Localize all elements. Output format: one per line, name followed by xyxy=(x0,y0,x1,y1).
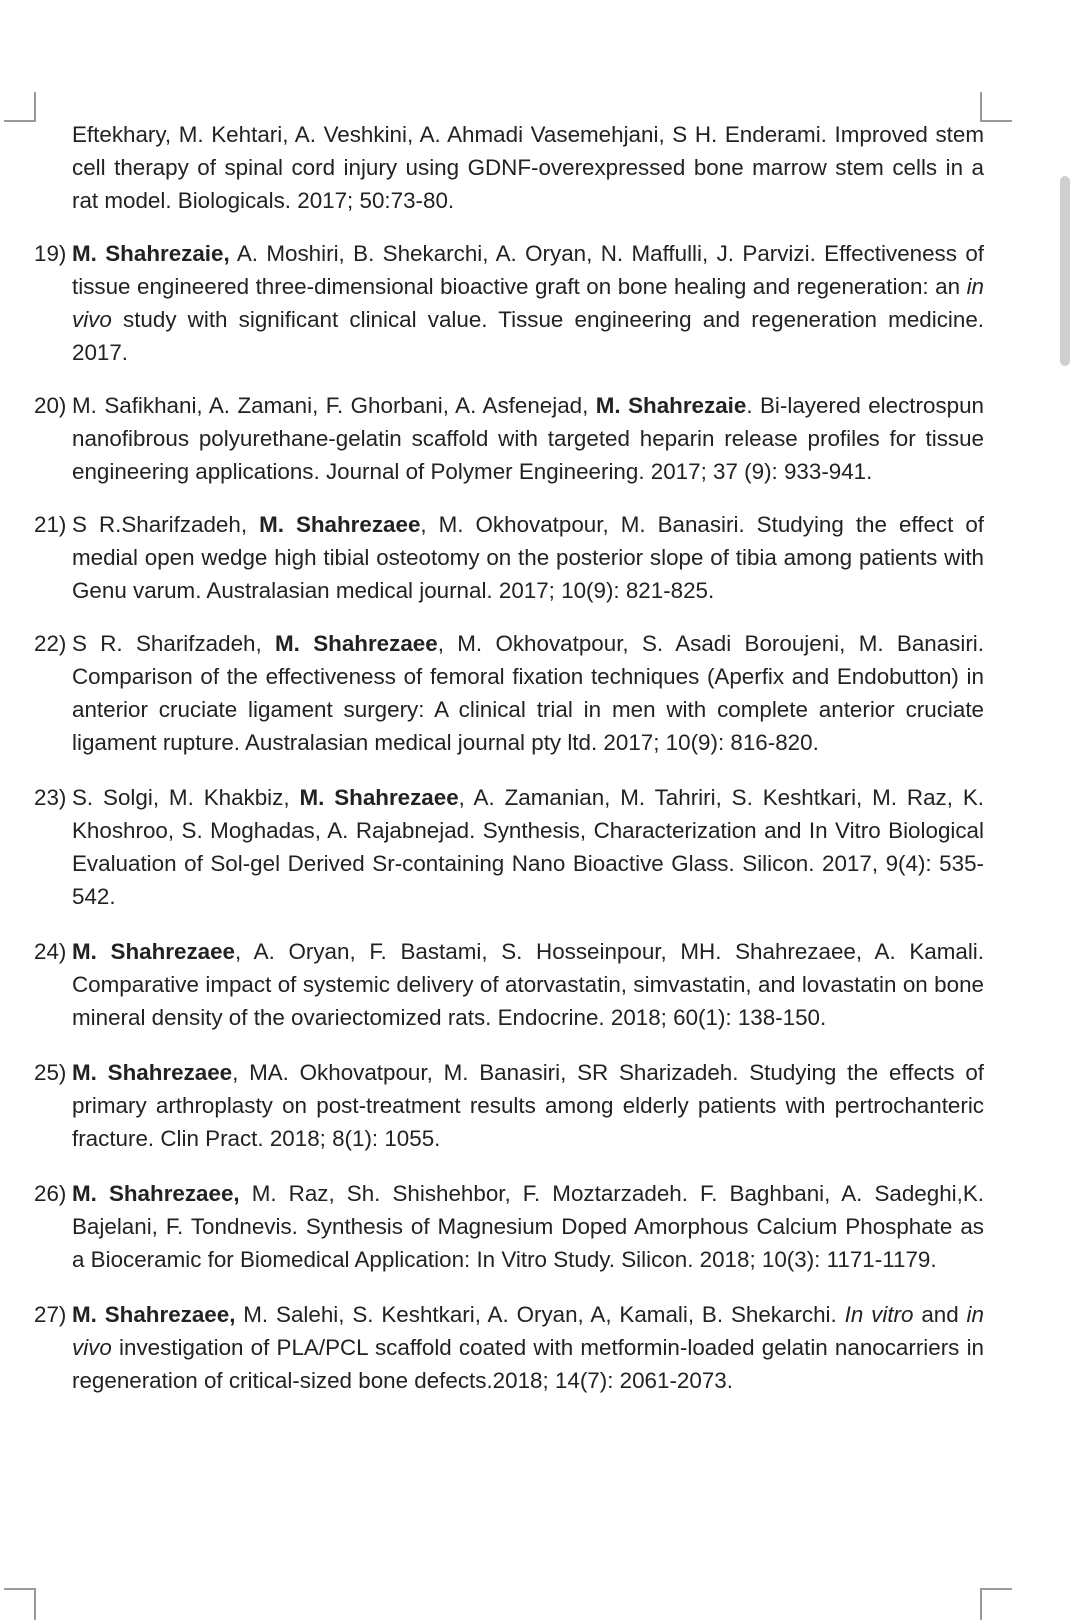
author-highlight: M. Shahrezaee, xyxy=(72,1181,240,1206)
author-highlight: M. Shahrezaie, xyxy=(72,241,230,266)
reference-number: 21) xyxy=(34,512,67,537)
reference-item xyxy=(34,1177,984,1276)
reference-text: S R.Sharifzadeh, xyxy=(72,512,260,537)
reference-text: M. Raz, Sh. Shishehbor, F. Moztarzadeh. F. Baghbani, A. Sadeghi,K. Bajelani, F. Tondnevis. Synthesis of Magnesium Doped Amorphous Calcium Phosphate as a Bioceramic for Biomedical Application: In Vitro Study. Silicon. 2018; 10(3): 1171-1179. xyxy=(72,1181,984,1272)
reference-item xyxy=(34,1298,984,1397)
author-highlight: M. Shahrezaee xyxy=(299,785,459,810)
reference-text: . Bi-layered electrospun nanofibrous polyurethane-gelatin scaffold with targeted heparin release profiles for tissue engineering applications. Journal of Polymer Engineering. 2017; 37 (9): 933-941. xyxy=(72,393,984,484)
reference-text: A. Moshiri, B. Shekarchi, A. Oryan, N. Maffulli, J. Parvizi. Effectiveness of tissue engineered three-dimensional bioactive graft on bone healing and regeneration: an xyxy=(72,241,984,299)
italic-term: In vitro xyxy=(844,1302,914,1327)
reference-text: S R. Sharifzadeh, xyxy=(72,631,276,656)
crop-mark-bottom-left xyxy=(4,1588,36,1620)
author-highlight: M. Shahrezaee xyxy=(72,1060,233,1085)
reference-text: and xyxy=(913,1302,967,1327)
crop-mark-bottom-right xyxy=(980,1588,1012,1620)
reference-text: , A. Zamanian, M. Tahriri, S. Keshtkari, M. Raz, K. Khoshroo, S. Moghadas, A. Rajabnejad. Synthesis, Characterization and In Vitro Biological Evaluation of Sol-gel Derived Sr-containing Nano Bioactive Glass. Silicon. 2017, 9(4): 535-542. xyxy=(72,785,984,909)
reference-item xyxy=(34,389,984,488)
reference-text: , A. Oryan, F. Bastami, S. Hosseinpour, MH. Shahrezaee, A. Kamali. Comparative impact of systemic delivery of atorvastatin, simvastatin, and lovastatin on bone mineral density of the ovariectomized rats. Endocrine. 2018; 60(1): 138-150. xyxy=(72,939,984,1030)
reference-item xyxy=(34,1056,984,1155)
reference-item xyxy=(34,118,984,217)
reference-number: 25) xyxy=(34,1060,67,1085)
reference-number: 19) xyxy=(34,241,67,266)
reference-number: 23) xyxy=(34,785,67,810)
reference-number: 27) xyxy=(34,1302,67,1327)
reference-number: 26) xyxy=(34,1181,67,1206)
crop-mark-top-left xyxy=(4,92,36,122)
reference-text: , M. Okhovatpour, M. Banasiri. Studying the effect of medial open wedge high tibial osteotomy on the posterior slope of tibia among patients with Genu varum. Australasian medical journal. 2017; 10(9): 821-825. xyxy=(72,512,984,603)
reference-text: study with significant clinical value. Tissue engineering and regeneration medicine. 2017. xyxy=(72,307,984,365)
reference-text: M. Safikhani, A. Zamani, F. Ghorbani, A. Asfenejad, xyxy=(72,393,596,418)
reference-item xyxy=(34,237,984,369)
author-highlight: M. Shahrezaie xyxy=(595,393,747,418)
italic-term: in vivo xyxy=(72,1302,984,1360)
author-highlight: M. Shahrezaee, xyxy=(72,1302,236,1327)
reference-item xyxy=(34,627,984,759)
scrollbar-thumb[interactable] xyxy=(1060,176,1070,366)
reference-number: 22) xyxy=(34,631,67,656)
reference-number: 24) xyxy=(34,939,67,964)
reference-item xyxy=(34,781,984,913)
reference-text: , MA. Okhovatpour, M. Banasiri, SR Sharizadeh. Studying the effects of primary arthroplasty on post-treatment results among elderly patients with pertrochanteric fracture. Clin Pract. 2018; 8(1): 1055. xyxy=(72,1060,984,1151)
author-highlight: M. Shahrezaee xyxy=(72,939,236,964)
reference-text: M. Salehi, S. Keshtkari, A. Oryan, A, Kamali, B. Shekarchi. xyxy=(235,1302,845,1327)
reference-number: 20) xyxy=(34,393,67,418)
reference-text: investigation of PLA/PCL scaffold coated with metformin-loaded gelatin nanocarriers in regeneration of critical-sized bone defects.2018; 14(7): 2061-2073. xyxy=(72,1335,984,1393)
crop-mark-top-right xyxy=(980,92,1012,122)
reference-list xyxy=(34,118,984,1397)
author-highlight: M. Shahrezaee xyxy=(275,631,438,656)
author-highlight: M. Shahrezaee xyxy=(259,512,421,537)
reference-text: S. Solgi, M. Khakbiz, xyxy=(72,785,300,810)
reference-item xyxy=(34,935,984,1034)
reference-item xyxy=(34,508,984,607)
italic-term: in vivo xyxy=(72,274,984,332)
reference-text: , M. Okhovatpour, S. Asadi Boroujeni, M. Banasiri. Comparison of the effectiveness of femoral fixation techniques (Aperfix and Endobutton) in anterior cruciate ligament surgery: A clinical trial in men with complete anterior cruciate ligament rupture. Australasian medical journal pty ltd. 2017; 10(9): 816-820. xyxy=(72,631,985,755)
reference-text: Eftekhary, M. Kehtari, A. Veshkini, A. Ahmadi Vasemehjani, S H. Enderami. Improved stem cell therapy of spinal cord injury using GDNF-overexpressed bone marrow stem cells in a rat model. Biologicals. 2017; 50:73-80. xyxy=(72,122,984,213)
